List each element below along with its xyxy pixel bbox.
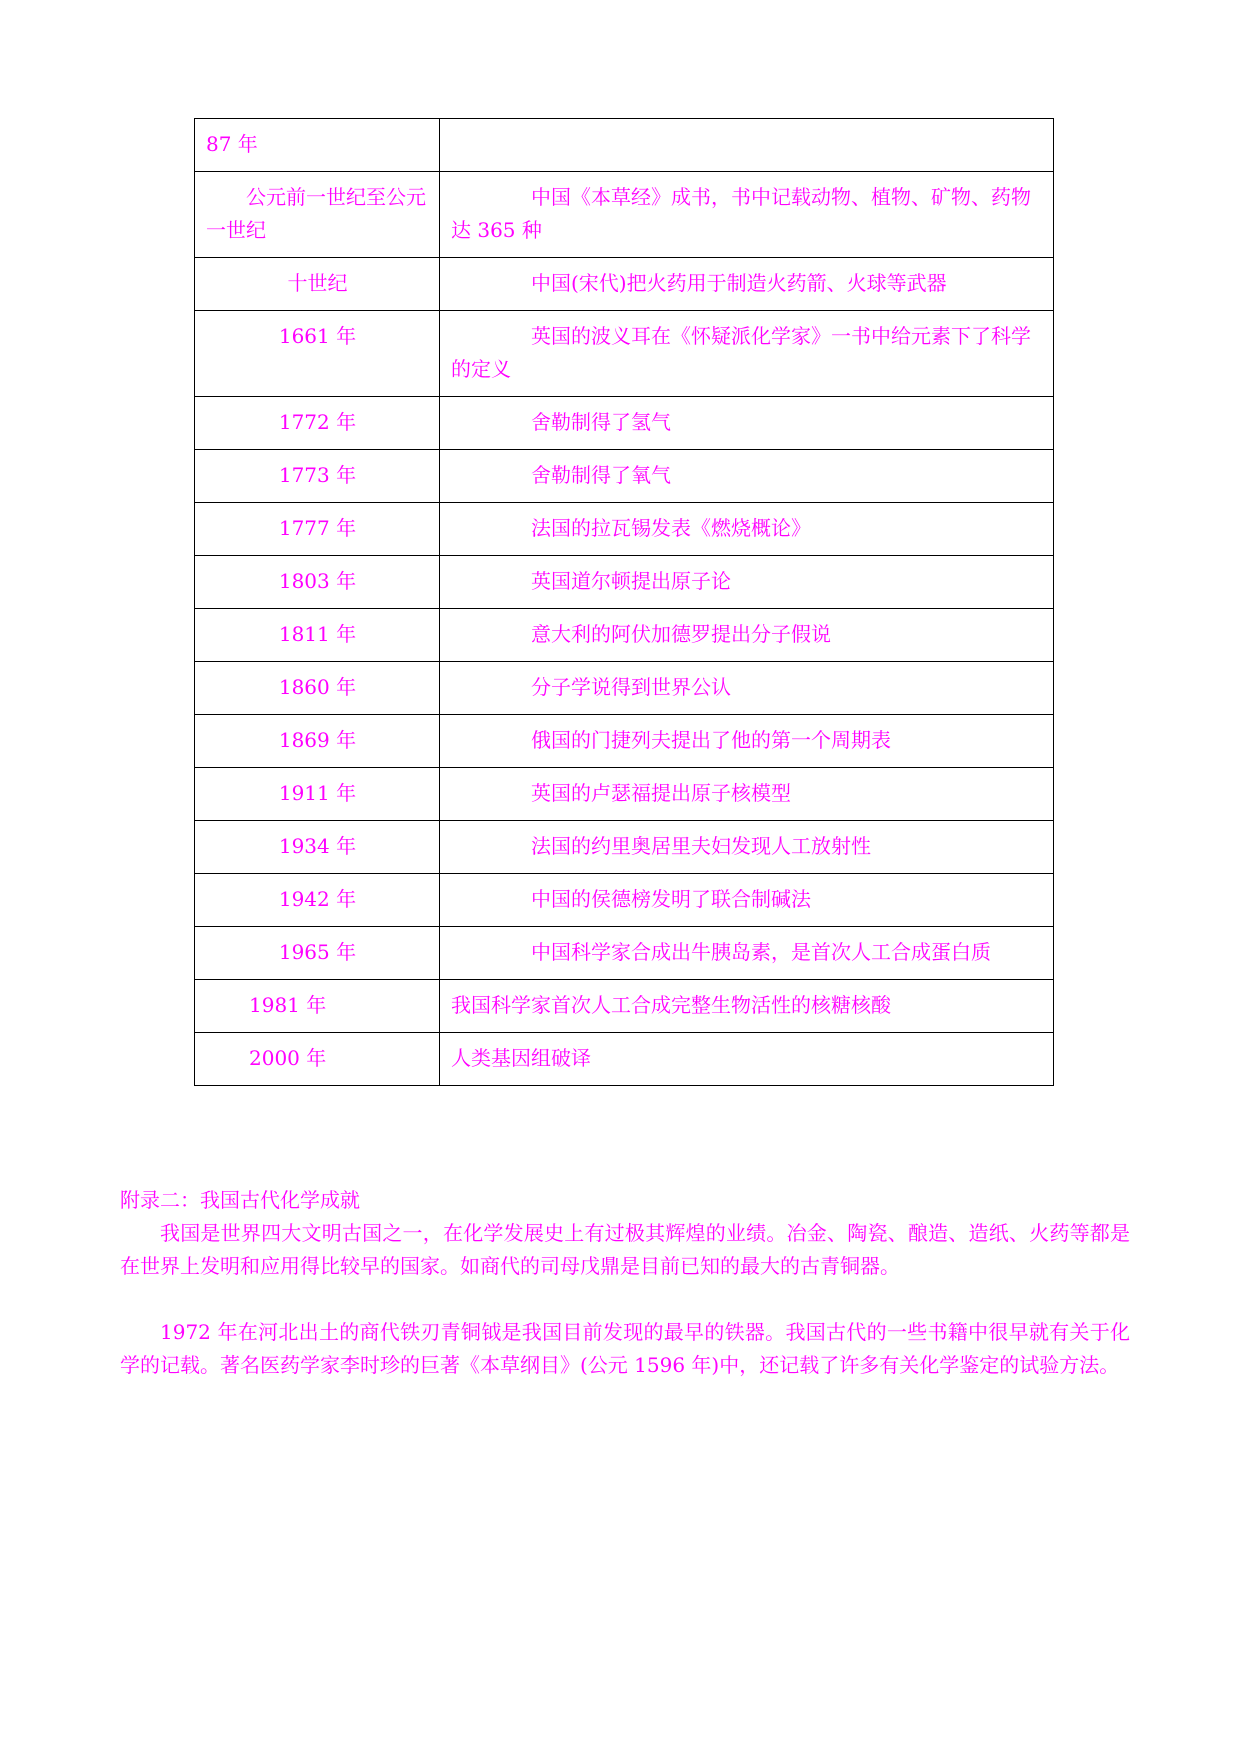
table-row — [195, 821, 1054, 874]
year-cell: 1803 年 — [195, 556, 440, 609]
table-row — [195, 1033, 1054, 1086]
year-cell: 1773 年 — [195, 450, 440, 503]
paragraph-spacer — [120, 1283, 1130, 1316]
event-cell: 英国道尔顿提出原子论 — [440, 556, 1054, 609]
table-row — [195, 450, 1054, 503]
event-cell: 我国科学家首次人工合成完整生物活性的核糖核酸 — [440, 980, 1054, 1033]
table-row — [195, 768, 1054, 821]
table-row — [195, 874, 1054, 927]
table-row — [195, 556, 1054, 609]
event-cell — [440, 119, 1054, 172]
event-cell: 人类基因组破译 — [440, 1033, 1054, 1086]
year-cell: 公元前一世纪至公元一世纪 — [195, 172, 440, 258]
event-cell: 中国《本草经》成书，书中记载动物、植物、矿物、药物达 365 种 — [440, 172, 1054, 258]
event-cell: 中国科学家合成出牛胰岛素，是首次人工合成蛋白质 — [440, 927, 1054, 980]
table-row — [195, 609, 1054, 662]
year-cell: 1661 年 — [195, 311, 440, 397]
table-row — [195, 258, 1054, 311]
event-cell: 法国的拉瓦锡发表《燃烧概论》 — [440, 503, 1054, 556]
event-cell: 英国的波义耳在《怀疑派化学家》一书中给元素下了科学的定义 — [440, 311, 1054, 397]
event-cell: 意大利的阿伏加德罗提出分子假说 — [440, 609, 1054, 662]
event-cell: 舍勒制得了氢气 — [440, 397, 1054, 450]
year-cell: 1934 年 — [195, 821, 440, 874]
year-cell: 1965 年 — [195, 927, 440, 980]
year-cell: 1869 年 — [195, 715, 440, 768]
table-row — [195, 119, 1054, 172]
appendix-heading: 附录二：我国古代化学成就 — [120, 1188, 360, 1212]
table-row — [195, 311, 1054, 397]
year-cell: 1811 年 — [195, 609, 440, 662]
event-cell: 中国(宋代)把火药用于制造火药箭、火球等武器 — [440, 258, 1054, 311]
year-cell: 1981 年 — [195, 980, 440, 1033]
event-cell: 舍勒制得了氧气 — [440, 450, 1054, 503]
year-cell: 1777 年 — [195, 503, 440, 556]
table-row — [195, 980, 1054, 1033]
table-row — [195, 927, 1054, 980]
year-cell: 2000 年 — [195, 1033, 440, 1086]
table-row — [195, 715, 1054, 768]
appendix-section — [120, 1184, 1130, 1382]
event-cell: 中国的侯德榜发明了联合制碱法 — [440, 874, 1054, 927]
appendix-paragraph: 1972 年在河北出土的商代铁刃青铜钺是我国目前发现的最早的铁器。我国古代的一些书籍中很早就有关于化学的记载。著名医药学家李时珍的巨著《本草纲目》(公元 1596 年)中，还记载了许多有关化学鉴定的试验方法。 — [120, 1320, 1130, 1377]
event-cell: 分子学说得到世界公认 — [440, 662, 1054, 715]
year-cell: 1772 年 — [195, 397, 440, 450]
event-cell: 法国的约里奥居里夫妇发现人工放射性 — [440, 821, 1054, 874]
table-row — [195, 172, 1054, 258]
year-cell: 十世纪 — [195, 258, 440, 311]
year-cell: 1942 年 — [195, 874, 440, 927]
year-cell: 1911 年 — [195, 768, 440, 821]
chemistry-timeline-table — [194, 118, 1054, 1086]
year-cell: 87 年 — [195, 119, 440, 172]
table-row — [195, 662, 1054, 715]
table-row — [195, 503, 1054, 556]
event-cell: 英国的卢瑟福提出原子核模型 — [440, 768, 1054, 821]
event-cell: 俄国的门捷列夫提出了他的第一个周期表 — [440, 715, 1054, 768]
table-row — [195, 397, 1054, 450]
appendix-paragraph: 我国是世界四大文明古国之一，在化学发展史上有过极其辉煌的业绩。冶金、陶瓷、酿造、造纸、火药等都是在世界上发明和应用得比较早的国家。如商代的司母戊鼎是目前已知的最大的古青铜器。 — [120, 1221, 1130, 1278]
year-cell: 1860 年 — [195, 662, 440, 715]
